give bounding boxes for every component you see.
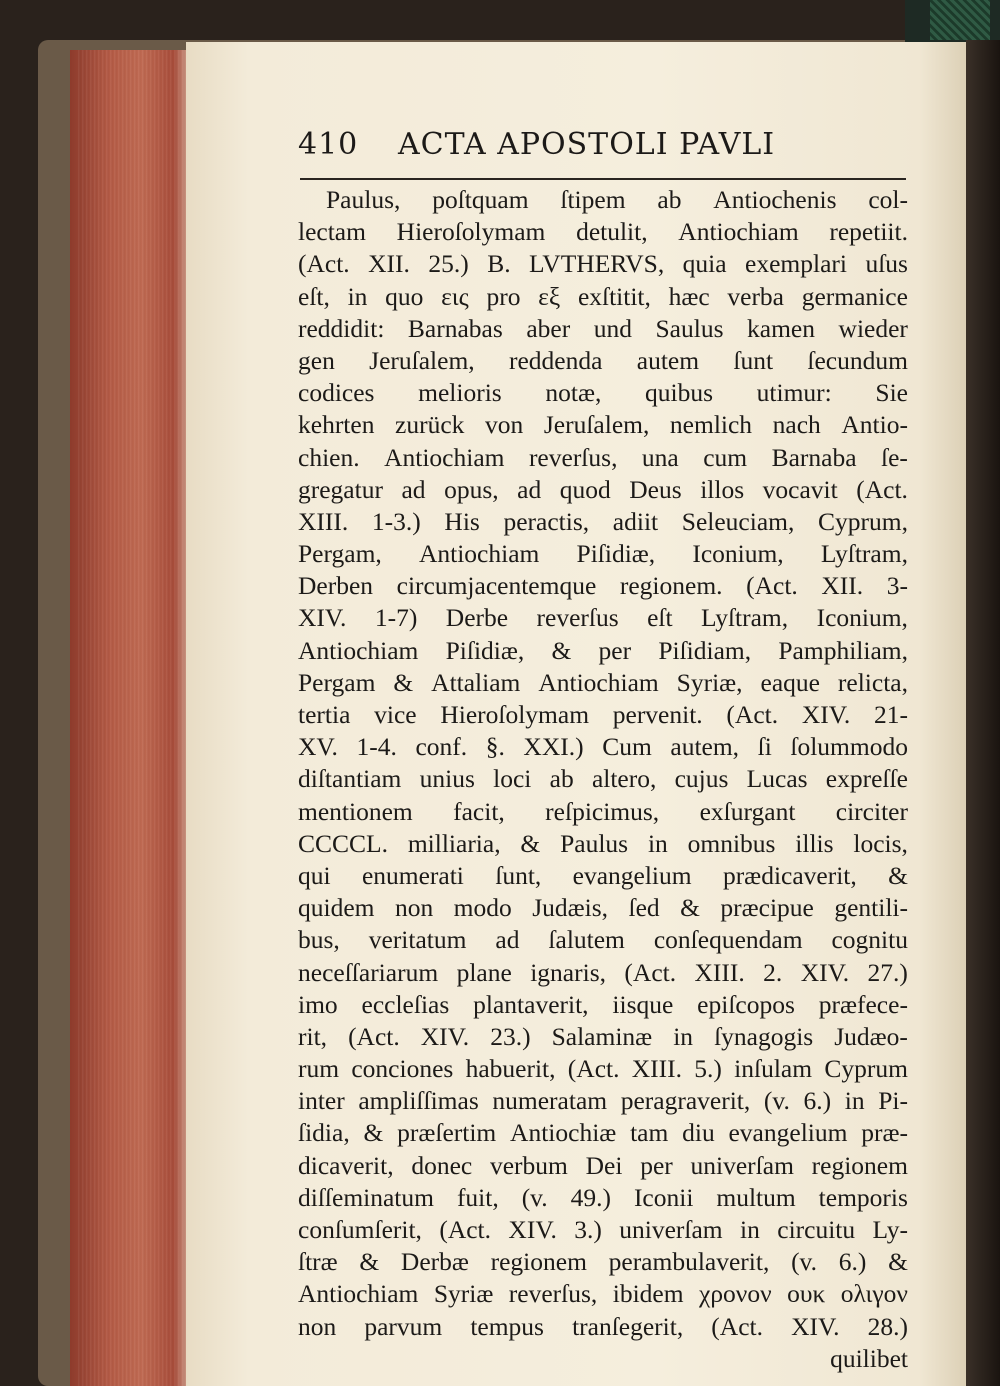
text-line: mentionem facit, reſpicimus, exſurgant circiter — [298, 796, 908, 826]
text-line: CCCCL. milliaria, & Paulus in omnibus illis locis, — [298, 828, 908, 858]
page-header — [298, 125, 908, 185]
text-line: gregatur ad opus, ad quod Deus illos vocavit (Act. — [298, 474, 908, 504]
text-line: eſt, in quo εις pro εξ exſtitit, hæc verba germanice — [298, 281, 908, 311]
text-line: kehrten zurück von Jeruſalem, nemlich nach Antio- — [298, 410, 908, 440]
text-line: gen Jeruſalem, reddenda autem ſunt ſecundum — [298, 345, 908, 375]
text-line: imo eccleſias plantaverit, iisque epiſcopos præfece- — [298, 989, 908, 1019]
text-line: neceſſariarum plane ignaris, (Act. XIII. 2. XIV. 27.) — [298, 957, 908, 987]
facing-page-edge — [966, 40, 1000, 1386]
text-line: ſtræ & Derbæ regionem perambulaverit, (v. 6.) & — [298, 1247, 908, 1277]
body-text — [298, 184, 908, 1375]
text-line: Pergam, Antiochiam Piſidiæ, Iconium, Lyſtram, — [298, 539, 908, 569]
page-number: 410 — [298, 127, 359, 162]
text-line: XIII. 1-3.) His peractis, adiit Seleuciam, Cyprum, — [298, 506, 908, 536]
page-edge-texture — [78, 50, 188, 1386]
text-line: XV. 1-4. conf. §. XXI.) Cum autem, ſi ſolummodo — [298, 732, 908, 762]
text-line: reddidit: Barnabas aber und Saulus kamen wieder — [298, 313, 908, 343]
text-line: Pergam & Attaliam Antiochiam Syriæ, eaque relicta, — [298, 667, 908, 697]
text-line: ſidia, & præſertim Antiochiæ tam diu evangelium præ- — [298, 1118, 908, 1148]
text-line: (Act. XII. 25.) B. LVTHERVS, quia exemplari uſus — [298, 249, 908, 279]
text-line: Antiochiam Piſidiæ, & per Piſidiam, Pamphiliam, — [298, 635, 908, 665]
text-line: dicaverit, donec verbum Dei per univerſam regionem — [298, 1150, 908, 1180]
text-line: bus, veritatum ad ſalutem conſequendam cognitu — [298, 925, 908, 955]
text-line: lectam Hieroſolymam detulit, Antiochiam repetiit. — [298, 217, 908, 247]
text-line: non parvum tempus tranſegerit, (Act. XIV. 28.) — [298, 1311, 908, 1341]
text-line: codices melioris notæ, quibus utimur: Sie — [298, 378, 908, 408]
text-line: tertia vice Hieroſolymam pervenit. (Act. XIV. 21- — [298, 700, 908, 729]
text-line: XIV. 1-7) Derbe reverſus eſt Lyſtram, Iconium, — [298, 603, 908, 633]
bookmark-ribbon — [930, 0, 990, 40]
text-line: Paulus, poſtquam ſtipem ab Antiochenis col- — [326, 185, 908, 214]
catchword: quilibet — [830, 1343, 908, 1373]
text-line: rit, (Act. XIV. 23.) Salaminæ in ſynagogis Judæo- — [298, 1021, 908, 1051]
text-line: inter ampliſſimas numeratam peragraverit, (v. 6.) in Pi- — [298, 1086, 908, 1116]
text-line: conſumſerit, (Act. XIV. 3.) univerſam in circuitu Ly- — [298, 1215, 908, 1244]
text-line: rum conciones habuerit, (Act. XIII. 5.) inſulam Cyprum — [298, 1054, 908, 1084]
text-line: Antiochiam Syriæ reverſus, ibidem χρονον ουκ ολιγον — [298, 1279, 908, 1309]
text-line: chien. Antiochiam reverſus, una cum Barnaba ſe- — [298, 442, 908, 472]
text-line: quidem non modo Judæis, ſed & præcipue gentili- — [298, 893, 908, 923]
text-line: Derben circumjacentemque regionem. (Act. XII. 3- — [298, 571, 908, 601]
text-line: diſtantiam unius loci ab altero, cujus Lucas expreſſe — [298, 764, 908, 794]
text-line: diſſeminatum fuit, (v. 49.) Iconii multum temporis — [298, 1182, 908, 1212]
text-line: qui enumerati ſunt, evangelium prædicaverit, & — [298, 860, 908, 890]
running-title: ACTA APOSTOLI PAVLI — [398, 127, 776, 162]
header-rule — [300, 178, 906, 180]
